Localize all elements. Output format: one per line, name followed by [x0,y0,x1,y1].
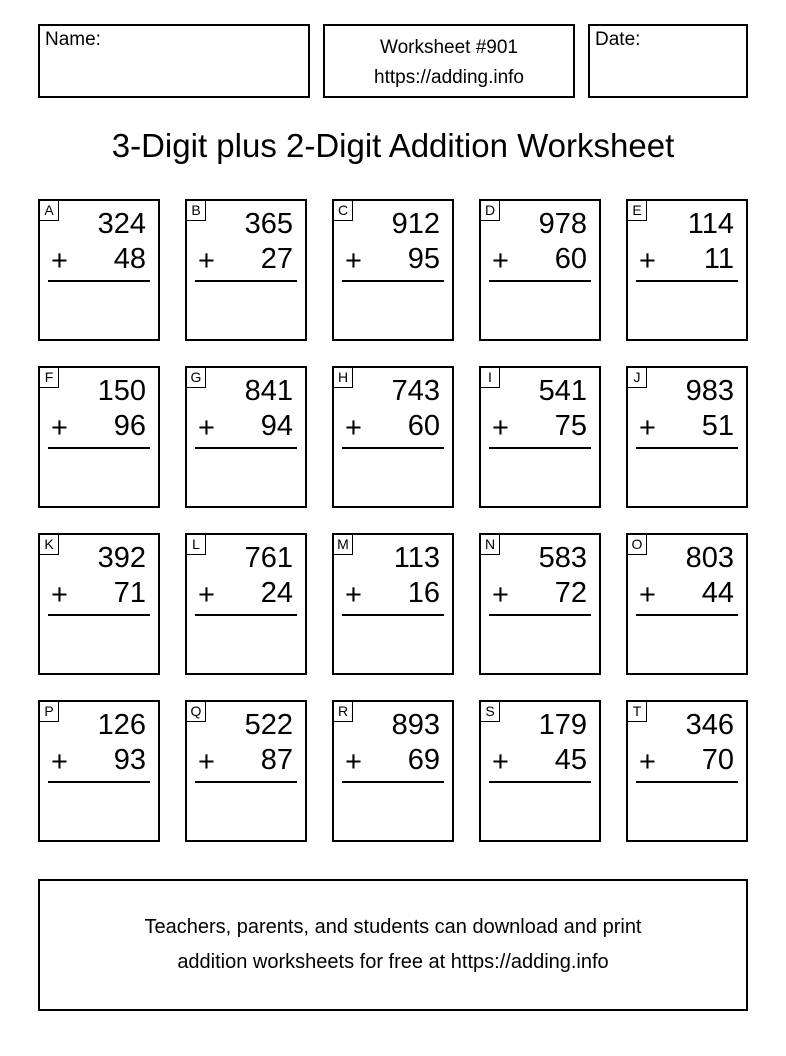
answer-line [489,447,591,449]
bottom-number: 94 [260,410,293,442]
bottom-number: 69 [407,744,440,776]
problem-letter: L [187,535,206,555]
problem-letter: C [334,201,353,221]
problem-card[interactable] [332,700,454,842]
answer-line [636,781,738,783]
top-number: 114 [687,208,734,240]
bottom-number: 95 [407,243,440,275]
date-label: Date: [595,29,641,50]
top-number: 978 [538,208,587,240]
bottom-number: 45 [554,744,587,776]
problem-letter: J [628,368,647,388]
answer-line [342,781,444,783]
top-number: 912 [391,208,440,240]
top-number: 761 [244,542,293,574]
top-number: 841 [244,375,293,407]
problem-card[interactable] [38,700,160,842]
problem-letter: B [187,201,206,221]
answer-line [48,280,150,282]
page-title: 3-Digit plus 2-Digit Addition Worksheet [111,127,675,164]
problem-letter: O [628,535,647,555]
name-label: Name: [45,29,101,50]
top-number: 365 [244,208,293,240]
bottom-number: 48 [113,243,146,275]
problem-letter: P [40,702,59,722]
bottom-number: 75 [554,410,587,442]
problem-card[interactable] [479,533,601,675]
problem-letter: R [334,702,353,722]
answer-line [195,614,297,616]
top-number: 179 [538,709,587,741]
problem-letter: I [481,368,500,388]
answer-line [636,280,738,282]
answer-line [48,781,150,783]
problem-card[interactable] [479,199,601,341]
problem-card[interactable] [626,700,748,842]
top-number: 150 [97,375,146,407]
answer-line [636,614,738,616]
problem-card[interactable] [479,700,601,842]
top-number: 983 [685,375,734,407]
top-number: 392 [97,542,146,574]
top-number: 113 [393,542,440,574]
bottom-number: 24 [260,577,293,609]
plus-sign: + [198,412,215,444]
bottom-number: 16 [407,577,440,609]
problem-card[interactable] [185,199,307,341]
answer-line [342,614,444,616]
problem-card[interactable] [38,199,160,341]
problem-letter: E [628,201,647,221]
plus-sign: + [492,245,509,277]
plus-sign: + [198,746,215,778]
problem-card[interactable] [332,199,454,341]
problem-card[interactable] [332,533,454,675]
problem-letter: D [481,201,500,221]
top-number: 583 [538,542,587,574]
plus-sign: + [639,412,656,444]
answer-line [342,447,444,449]
plus-sign: + [345,746,362,778]
problem-letter: G [187,368,206,388]
top-number: 324 [97,208,146,240]
top-number: 346 [685,709,734,741]
top-number: 893 [391,709,440,741]
problem-card[interactable] [332,366,454,508]
answer-line [489,781,591,783]
plus-sign: + [51,245,68,277]
bottom-number: 44 [701,577,734,609]
answer-line [195,781,297,783]
top-number: 803 [685,542,734,574]
bottom-number: 93 [113,744,146,776]
plus-sign: + [198,579,215,611]
answer-line [489,614,591,616]
problem-card[interactable] [479,366,601,508]
problem-letter: A [40,201,59,221]
problem-letter: N [481,535,500,555]
problem-card[interactable] [185,700,307,842]
answer-line [342,280,444,282]
top-number: 541 [538,375,587,407]
problem-letter: T [628,702,647,722]
plus-sign: + [345,245,362,277]
problem-letter: Q [187,702,206,722]
bottom-number: 11 [703,243,734,275]
plus-sign: + [51,412,68,444]
plus-sign: + [492,579,509,611]
answer-line [489,280,591,282]
top-number: 126 [97,709,146,741]
top-number: 743 [391,375,440,407]
problem-card[interactable] [185,533,307,675]
plus-sign: + [198,245,215,277]
plus-sign: + [345,412,362,444]
plus-sign: + [492,412,509,444]
answer-line [48,614,150,616]
worksheet-url: https://adding.info [374,67,524,88]
answer-line [48,447,150,449]
bottom-number: 60 [554,243,587,275]
bottom-number: 51 [701,410,734,442]
footer-box [38,879,748,1011]
problem-card[interactable] [38,533,160,675]
bottom-number: 72 [554,577,587,609]
bottom-number: 70 [701,744,734,776]
problem-letter: K [40,535,59,555]
bottom-number: 96 [113,410,146,442]
footer-line-1: Teachers, parents, and students can download and print [144,916,642,938]
bottom-number: 60 [407,410,440,442]
footer-line-2: addition worksheets for free at https://adding.info [177,951,609,973]
problem-letter: S [481,702,500,722]
answer-line [636,447,738,449]
problem-card[interactable] [626,366,748,508]
top-number: 522 [244,709,293,741]
plus-sign: + [51,579,68,611]
plus-sign: + [639,746,656,778]
problem-letter: H [334,368,353,388]
problem-card[interactable] [626,533,748,675]
plus-sign: + [639,245,656,277]
problem-letter: F [40,368,59,388]
plus-sign: + [492,746,509,778]
plus-sign: + [51,746,68,778]
plus-sign: + [639,579,656,611]
plus-sign: + [345,579,362,611]
answer-line [195,447,297,449]
problem-card[interactable] [626,199,748,341]
worksheet-number: Worksheet #901 [379,37,518,58]
problem-card[interactable] [38,366,160,508]
bottom-number: 87 [260,744,293,776]
answer-line [195,280,297,282]
bottom-number: 71 [113,577,146,609]
problem-card[interactable] [185,366,307,508]
problem-letter: M [334,535,353,555]
bottom-number: 27 [260,243,293,275]
